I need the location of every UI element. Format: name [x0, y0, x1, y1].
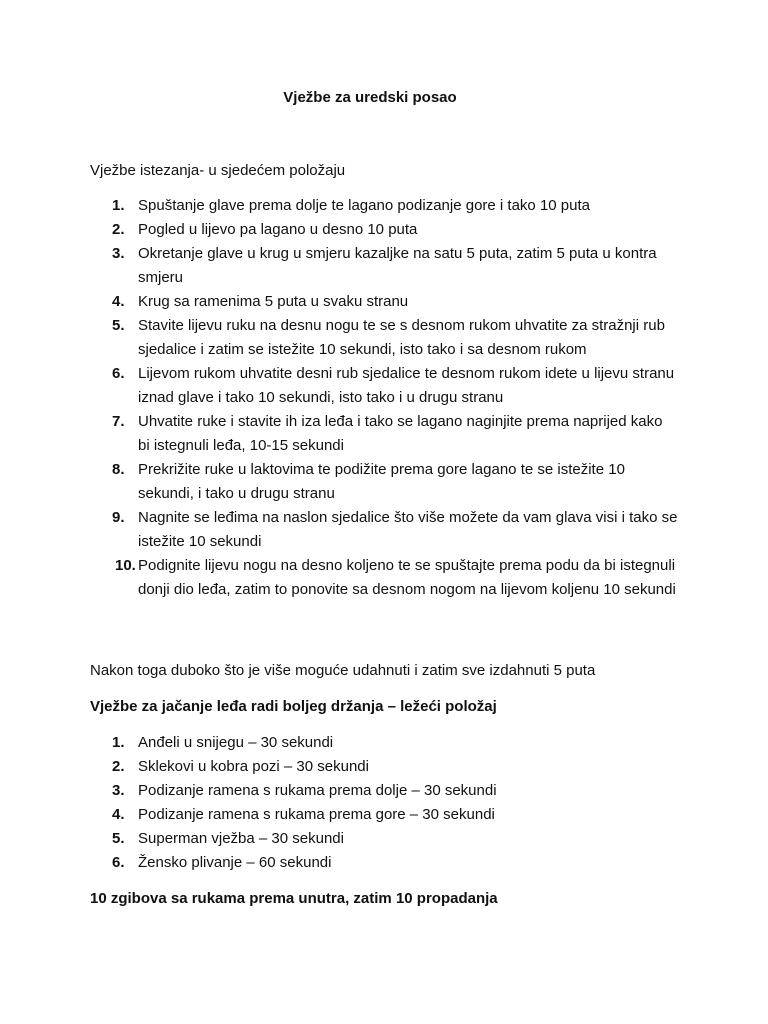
list-number: 10.	[115, 557, 136, 574]
list-item-text: Uhvatite ruke i stavite ih iza leđa i tako se lagano naginjite prema naprijed kako bi istegnuli leđa, 10-15 sekundi	[138, 413, 663, 454]
list-item	[0, 779, 678, 803]
list-item	[0, 506, 678, 554]
section2-list	[0, 731, 768, 875]
list-number: 2.	[112, 758, 125, 775]
list-item-text: Anđeli u snijegu – 30 sekundi	[138, 734, 334, 751]
list-item	[0, 851, 678, 875]
list-item-text: Lijevom rukom uhvatite desni rub sjedalice te desnom rukom idete u lijevu stranu iznad glave i tako 10 sekundi, isto tako i u drugu stranu	[138, 365, 675, 406]
list-item	[0, 290, 678, 314]
list-number: 3.	[112, 782, 125, 799]
list-item	[0, 755, 678, 779]
list-item	[0, 218, 678, 242]
list-number: 9.	[112, 509, 125, 526]
document-title: Vježbe za uredski posao	[283, 89, 457, 106]
section2-after-text: 10 zgibova sa rukama prema unutra, zatim 10 propadanja	[90, 890, 498, 907]
list-number: 6.	[112, 365, 125, 382]
list-number: 3.	[112, 245, 125, 262]
list-item	[0, 827, 678, 851]
list-number: 1.	[112, 734, 125, 751]
list-item-text: Podizanje ramena s rukama prema gore – 30 sekundi	[138, 806, 495, 823]
list-number: 7.	[112, 413, 125, 430]
list-item	[0, 731, 678, 755]
list-item	[0, 314, 678, 362]
list-number: 8.	[112, 461, 125, 478]
list-number: 5.	[112, 830, 125, 847]
list-item	[0, 803, 678, 827]
list-item	[0, 554, 678, 602]
list-item-text: Podizanje ramena s rukama prema dolje – 30 sekundi	[138, 782, 497, 799]
list-item-text: Krug sa ramenima 5 puta u svaku stranu	[138, 293, 409, 310]
section1-list	[0, 194, 768, 602]
section1-after-text: Nakon toga duboko što je više moguće udahnuti i zatim sve izdahnuti 5 puta	[90, 662, 596, 679]
list-item-text: Superman vježba – 30 sekundi	[138, 830, 344, 847]
list-item-text: Sklekovi u kobra pozi – 30 sekundi	[138, 758, 369, 775]
list-number: 1.	[112, 197, 125, 214]
list-number: 4.	[112, 806, 125, 823]
list-item-text: Nagnite se leđima na naslon sjedalice što više možete da vam glava visi i tako se istežite 10 sekundi	[138, 509, 678, 550]
section1-heading: Vježbe istezanja- u sjedećem položaju	[90, 162, 346, 179]
list-number: 6.	[112, 854, 125, 871]
list-item	[0, 242, 678, 290]
list-item-text: Žensko plivanje – 60 sekundi	[138, 854, 332, 871]
list-item-text: Stavite lijevu ruku na desnu nogu te se s desnom rukom uhvatite za stražnji rub sjedalice i zatim se istežite 10 sekundi, isto tako i sa desnom rukom	[138, 317, 665, 358]
list-item	[0, 410, 678, 458]
list-item-text: Prekrižite ruke u laktovima te podižite prema gore lagano te se istežite 10 sekundi, i tako u drugu stranu	[138, 461, 625, 502]
list-number: 5.	[112, 317, 125, 334]
list-item	[0, 458, 678, 506]
list-item-text: Podignite lijevu nogu na desno koljeno te se spuštajte prema podu da bi istegnuli donji dio leđa, zatim to ponovite sa desnom nogom na lijevom koljenu 10 sekundi	[138, 557, 676, 598]
list-item-text: Pogled u lijevo pa lagano u desno 10 puta	[138, 221, 418, 238]
list-item	[0, 194, 678, 218]
list-number: 4.	[112, 293, 125, 310]
list-item-text: Spuštanje glave prema dolje te lagano podizanje gore i tako 10 puta	[138, 197, 590, 214]
list-item-text: Okretanje glave u krug u smjeru kazaljke na satu 5 puta, zatim 5 puta u kontra smjeru	[138, 245, 657, 286]
list-number: 2.	[112, 221, 125, 238]
list-item	[0, 362, 678, 410]
section2-heading: Vježbe za jačanje leđa radi boljeg držanja – ležeći položaj	[90, 698, 497, 715]
